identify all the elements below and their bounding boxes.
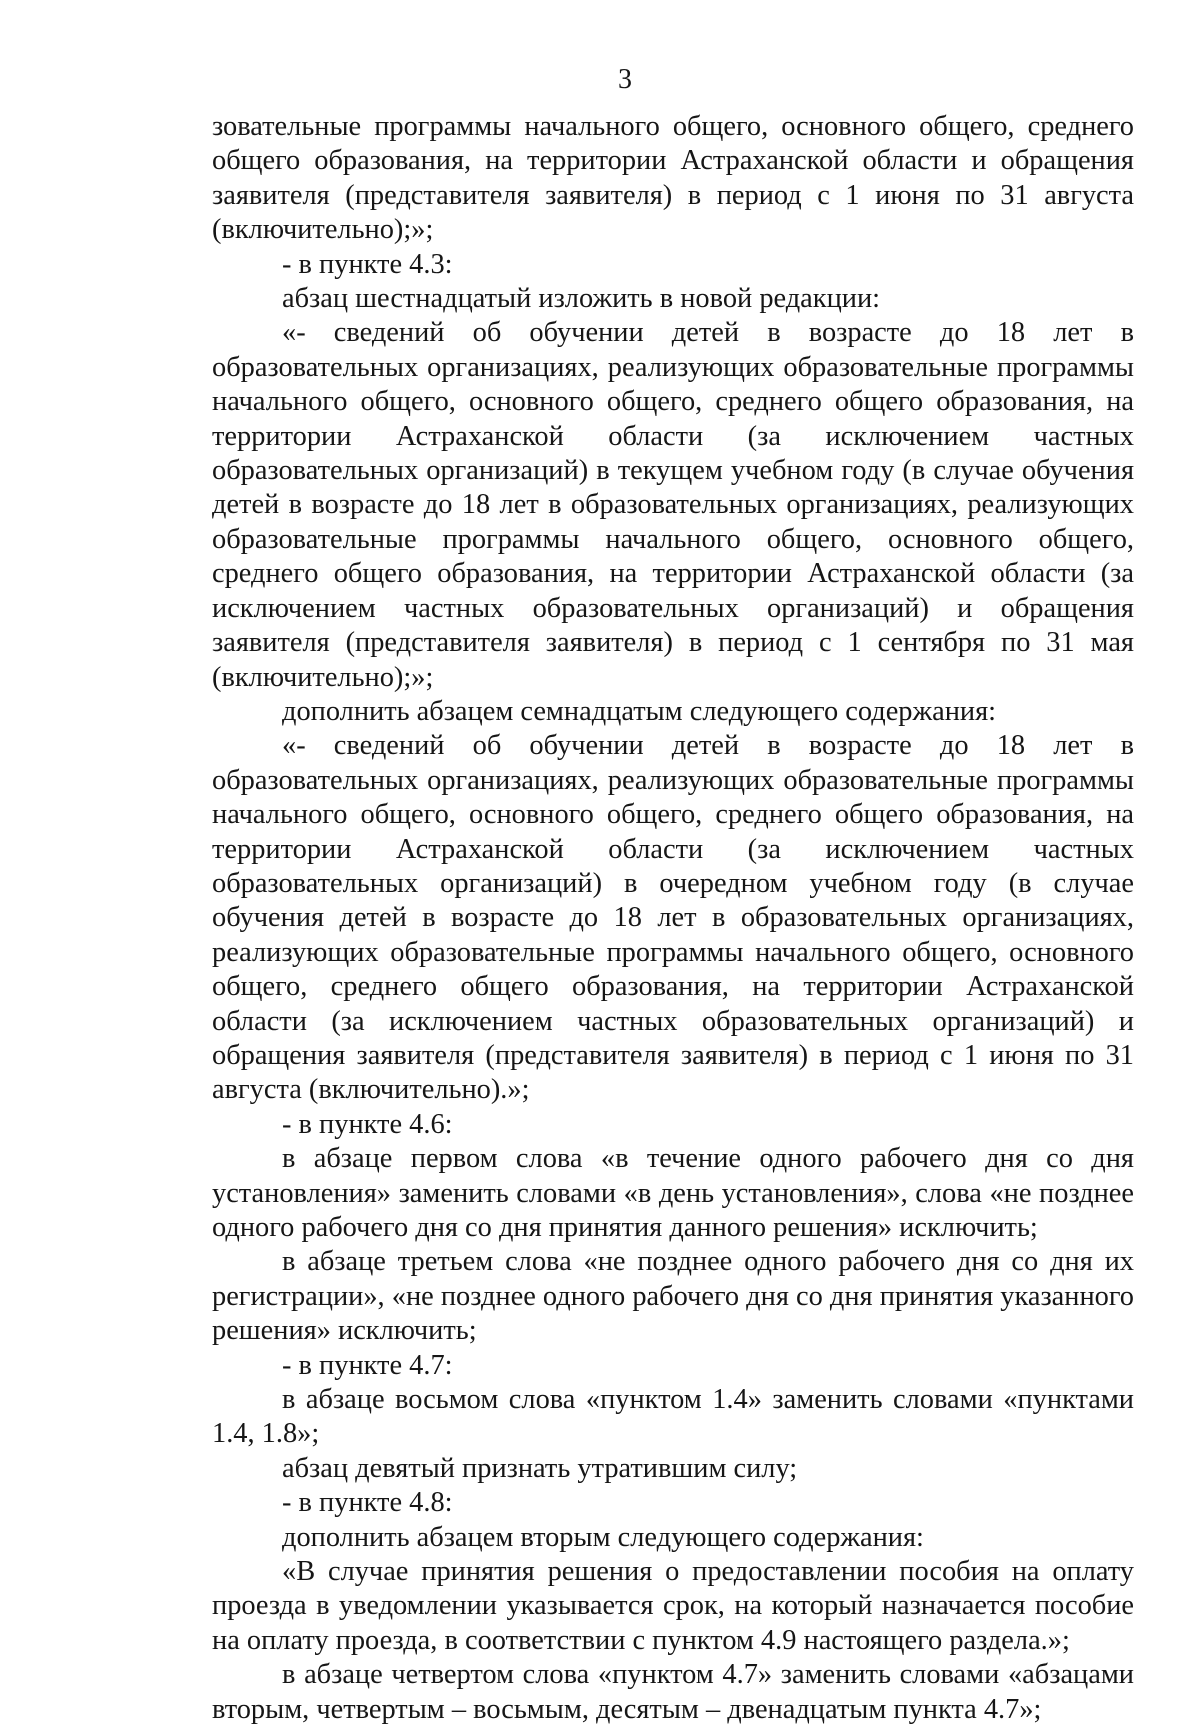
paragraph-1: зовательные программы начального общего, основного общего, среднего общего образования, на территории Астраханской области и обращения заявителя (представителя заявителя) в период с 1 июня по 31 августа (включительно);»; xyxy=(212,111,1134,246)
paragraph-3: абзац шестнадцатый изложить в новой редакции: xyxy=(282,283,881,315)
paragraph-9: в абзаце третьем слова «не позднее одного рабочего дня со дня их регистрации», «не позднее одного рабочего дня со дня принятия указанного решения» исключить; xyxy=(212,1246,1134,1347)
paragraph-8: в абзаце первом слова «в течение одного рабочего дня со дня установления» заменить словами «в день установления», слова «не позднее одного рабочего дня со дня принятия данного решения» исключить; xyxy=(212,1143,1134,1243)
paragraph-5: дополнить абзацем семнадцатым следующего содержания: xyxy=(282,695,997,727)
paragraph-14: дополнить абзацем вторым следующего содержания: xyxy=(282,1521,924,1553)
paragraph-10: - в пункте 4.7: xyxy=(282,1349,453,1381)
paragraph-12: абзац девятый признать утратившим силу; xyxy=(282,1452,798,1484)
page-number: 3 xyxy=(618,64,632,95)
paragraph-16: в абзаце четвертом слова «пунктом 4.7» заменить словами «абзацами вторым, четвертым – восьмым, десятым – двенадцатым пункта 4.7»; xyxy=(212,1659,1134,1725)
paragraph-7: - в пункте 4.6: xyxy=(282,1108,453,1140)
document-body xyxy=(212,110,1134,1727)
paragraph-2: - в пункте 4.3: xyxy=(282,248,453,280)
paragraph-6: «- сведений об обучении детей в возрасте до 18 лет в образовательных организациях, реализующих образовательные программы начального общего, основного общего, среднего общего образования, на территории Астраханской области (за исключением частных образовательных организаций) в очередном учебном году (в случае обучения детей в возрасте до 18 лет в образовательных организациях, реализующих образовательные программы начального общего, основного общего, среднего общего образования, на территории Астраханской области (за исключением частных образовательных организаций) и обращения заявителя (представителя заявителя) в период с 1 июня по 31 августа (включительно).»; xyxy=(212,730,1134,1106)
paragraph-4: «- сведений об обучении детей в возрасте до 18 лет в образовательных организациях, реализующих образовательные программы начального общего, основного общего, среднего общего образования, на территории Астраханской области (за исключением частных образовательных организаций) в текущем учебном году (в случае обучения детей в возрасте до 18 лет в образовательных организациях, реализующих образовательные программы начального общего, основного общего, среднего общего образования, на территории Астраханской области (за исключением частных образовательных организаций) и обращения заявителя (представителя заявителя) в период с 1 сентября по 31 мая (включительно);»; xyxy=(212,317,1134,693)
paragraph-15: «В случае принятия решения о предоставлении пособия на оплату проезда в уведомлении указывается срок, на который назначается пособие на оплату проезда, в соответствии с пунктом 4.9 настоящего раздела.»; xyxy=(212,1556,1134,1656)
paragraph-13: - в пункте 4.8: xyxy=(282,1487,453,1519)
paragraph-11: в абзаце восьмом слова «пунктом 1.4» заменить словами «пунктами 1.4, 1.8»; xyxy=(212,1384,1134,1450)
